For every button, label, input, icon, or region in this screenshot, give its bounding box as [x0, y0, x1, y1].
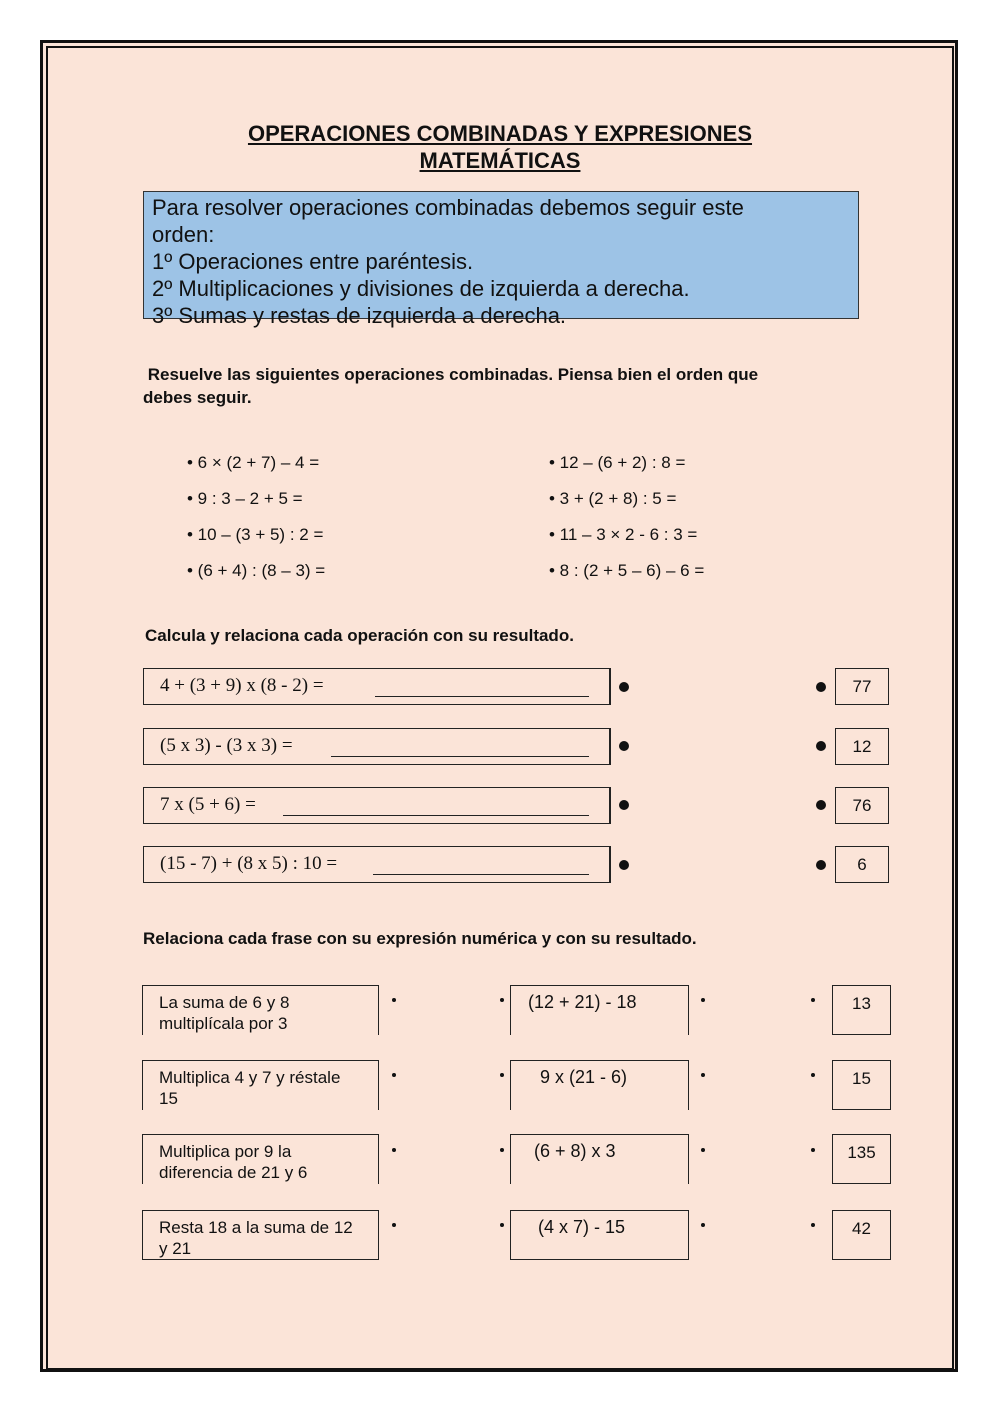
match-dot[interactable] — [811, 1073, 815, 1077]
calc-expression: (15 - 7) + (8 x 5) : 10 = — [160, 853, 338, 874]
result-box: 12 — [835, 728, 889, 765]
result-box: 135 — [832, 1134, 891, 1184]
result-box: 42 — [832, 1210, 891, 1260]
calc-expression-box — [143, 846, 611, 883]
rules-line: 1º Operaciones entre paréntesis. — [152, 249, 474, 274]
title-line-1: OPERACIONES COMBINADAS Y EXPRESIONES — [247, 121, 753, 146]
match-dot[interactable] — [392, 1073, 396, 1077]
match-dot[interactable] — [701, 1073, 705, 1077]
rules-line: orden: — [152, 222, 215, 247]
phrase-line: Resta 18 a la suma de 12 — [159, 1218, 353, 1237]
rules-line: Para resolver operaciones combinadas debemos seguir este — [152, 195, 744, 220]
result-box: 13 — [832, 985, 891, 1035]
phrase-line: 15 — [159, 1089, 178, 1108]
match-dot[interactable] — [816, 860, 826, 870]
numeric-expression-box: (6 + 8) x 3 — [510, 1134, 689, 1184]
numeric-expression-box: (12 + 21) - 18 — [510, 985, 689, 1035]
calc-expression-box — [143, 728, 611, 765]
match-dot[interactable] — [500, 998, 504, 1002]
match-dot[interactable] — [619, 741, 629, 751]
match-dot[interactable] — [701, 1223, 705, 1227]
section2-instruction: Calcula y relaciona cada operación con su resultado. — [145, 626, 574, 645]
phrase-line: Multiplica por 9 la — [159, 1142, 292, 1161]
match-dot[interactable] — [701, 998, 705, 1002]
match-dot[interactable] — [392, 1148, 396, 1152]
result-box: 15 — [832, 1060, 891, 1110]
page-title — [200, 120, 800, 174]
section3-instruction: Relaciona cada frase con su expresión numérica y con su resultado. — [143, 929, 697, 948]
answer-line[interactable] — [375, 696, 589, 697]
rules-line: 2º Multiplicaciones y divisiones de izquierda a derecha. — [152, 276, 690, 301]
calc-expression: 4 + (3 + 9) x (8 - 2) = — [160, 675, 324, 696]
result-box: 6 — [835, 846, 889, 883]
section1-instruction — [143, 363, 758, 409]
match-dot[interactable] — [816, 741, 826, 751]
answer-line[interactable] — [373, 874, 589, 875]
calc-expression: 7 x (5 + 6) = — [160, 794, 256, 815]
calc-expression-box — [143, 668, 611, 705]
match-dot[interactable] — [619, 860, 629, 870]
phrase-line: diferencia de 21 y 6 — [159, 1163, 308, 1182]
result-box: 76 — [835, 787, 889, 824]
rules-box — [143, 191, 859, 328]
match-dot[interactable] — [811, 1223, 815, 1227]
operation-left-4: • (6 + 4) : (8 – 3) = — [187, 561, 326, 580]
operation-left-3: • 10 – (3 + 5) : 2 = — [187, 525, 324, 544]
operation-right-3: • 11 – 3 × 2 - 6 : 3 = — [549, 525, 698, 544]
section1-instruction-line-1: Resuelve las siguientes operaciones combinadas. Piensa bien el orden que — [143, 365, 759, 384]
phrase-line: Multiplica 4 y 7 y réstale — [159, 1068, 341, 1087]
phrase-line: y 21 — [159, 1239, 192, 1258]
match-dot[interactable] — [701, 1148, 705, 1152]
match-dot[interactable] — [816, 800, 826, 810]
match-dot[interactable] — [816, 682, 826, 692]
operation-right-1: • 12 – (6 + 2) : 8 = — [549, 453, 686, 472]
result-box: 77 — [835, 668, 889, 705]
rules-line: 3º Sumas y restas de izquierda a derecha. — [152, 303, 567, 328]
operation-right-4: • 8 : (2 + 5 – 6) – 6 = — [549, 561, 705, 580]
title-line-2: MATEMÁTICAS — [419, 148, 581, 173]
operation-left-2: • 9 : 3 – 2 + 5 = — [187, 489, 303, 508]
phrase-box — [142, 1060, 379, 1110]
phrase-line: La suma de 6 y 8 — [159, 993, 290, 1012]
calc-expression-box — [143, 787, 611, 824]
operation-left-1: • 6 × (2 + 7) – 4 = — [187, 453, 320, 472]
phrase-box — [142, 1210, 379, 1260]
numeric-expression-box: 9 x (21 - 6) — [510, 1060, 689, 1110]
phrase-box — [142, 985, 379, 1035]
section1-instruction-line-2: debes seguir. — [143, 388, 252, 407]
operation-right-2: • 3 + (2 + 8) : 5 = — [549, 489, 677, 508]
phrase-box — [142, 1134, 379, 1184]
match-dot[interactable] — [500, 1073, 504, 1077]
calc-expression: (5 x 3) - (3 x 3) = — [160, 735, 293, 756]
match-dot[interactable] — [619, 800, 629, 810]
match-dot[interactable] — [500, 1148, 504, 1152]
numeric-expression-box: (4 x 7) - 15 — [510, 1210, 689, 1260]
match-dot[interactable] — [392, 1223, 396, 1227]
match-dot[interactable] — [392, 998, 396, 1002]
match-dot[interactable] — [811, 998, 815, 1002]
answer-line[interactable] — [283, 815, 589, 816]
match-dot[interactable] — [500, 1223, 504, 1227]
match-dot[interactable] — [619, 682, 629, 692]
match-dot[interactable] — [811, 1148, 815, 1152]
phrase-line: multiplícala por 3 — [159, 1014, 288, 1033]
answer-line[interactable] — [331, 756, 589, 757]
